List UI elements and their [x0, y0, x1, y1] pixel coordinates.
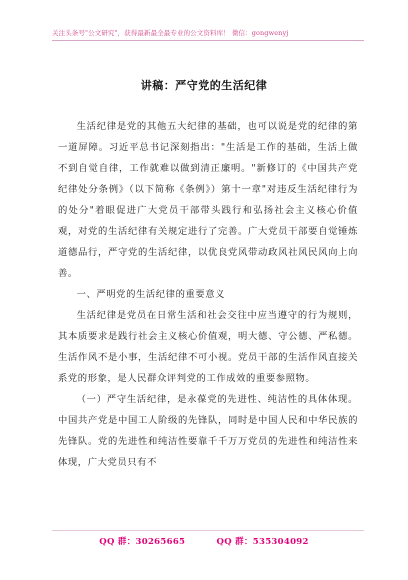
footer-divider	[52, 530, 364, 531]
footer-qq-group-1: QQ 群：30265665	[99, 537, 186, 547]
header-divider	[52, 40, 364, 41]
header-promo-text: 关注头条号"公文研究"，获得最新最全最专业的公文资料库！ 微信：gongwenyj	[52, 29, 289, 37]
page-title: 讲稿：严守党的生活纪律	[140, 79, 268, 92]
paragraph-subsection-1: （一）严守生活纪律，是永葆党的先进性、纯洁性的具体体现。中国共产党是中国工人阶级的先锋队，同时是中国人民和中华民族的先锋队。党的先进性和纯洁性要靠千千万万党员的先进性和纯洁性来体现，广大党员只有不	[58, 394, 358, 468]
paragraph-intro: 生活纪律是党的其他五大纪律的基础，也可以说是党的纪律的第一道屏障。习近平总书记深刻指出："生活是工作的基础，生活上做不到自觉自律，工作就难以做到清正廉明。"新修订的《中国共产党纪律处分条例》（以下简称《条例》）第十一章"对违反生活纪律行为的处分"着眼促进广大党员干部带头践行和弘扬社会主义核心价值观，对党的生活纪律有关规定进行了完善。广大党员干部要自觉锤炼道德品行，严守党的生活纪律，以优良党风带动政风社风民风向上向善。	[58, 121, 358, 279]
footer-qq-group-2: QQ 群：535304092	[216, 537, 309, 547]
section-heading-1: 一、严明党的生活纪律的重要意义	[76, 289, 226, 300]
paragraph-definition: 生活纪律是党员在日常生活和社会交往中应当遵守的行为规则，其本质要求是践行社会主义核心价值观，明大德、守公德、严私德。生活作风不是小事，生活纪律不可小视。党员干部的生活作风直接关系党的形象，是人民群众评判党的工作成效的重要参照物。	[58, 310, 358, 384]
document-body	[58, 116, 358, 473]
footer	[0, 535, 408, 547]
